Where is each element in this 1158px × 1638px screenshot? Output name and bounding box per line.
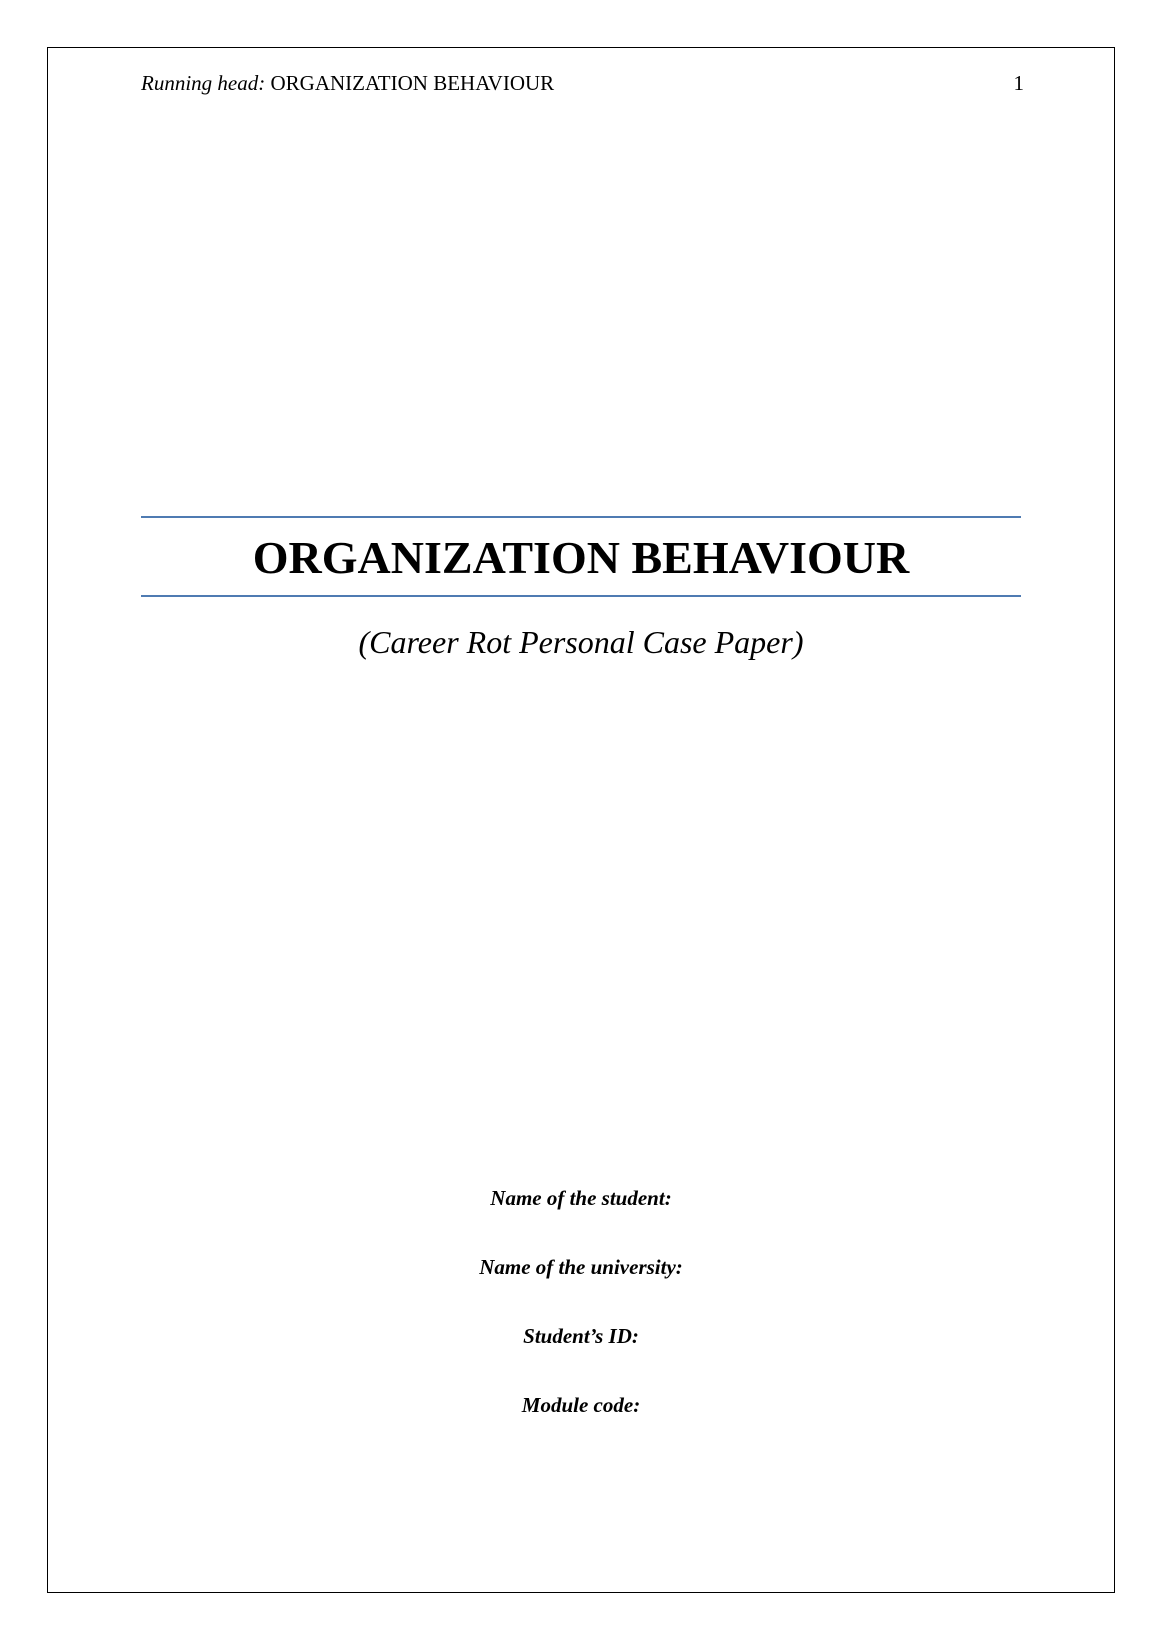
page-border xyxy=(47,47,1115,1593)
document-title: ORGANIZATION BEHAVIOUR xyxy=(252,532,910,583)
page-number: 1 xyxy=(1013,71,1024,95)
title-top-rule xyxy=(141,516,1021,518)
running-head-label: Running head: xyxy=(141,71,266,95)
title-bottom-rule xyxy=(141,595,1021,597)
student-name-label: Name of the student: xyxy=(490,1186,672,1210)
running-head xyxy=(141,70,554,96)
student-id-label: Student’s ID: xyxy=(523,1324,639,1348)
university-name-label: Name of the university: xyxy=(479,1255,683,1279)
document-subtitle: (Career Rot Personal Case Paper) xyxy=(358,624,804,660)
module-code-label: Module code: xyxy=(521,1393,641,1417)
running-head-title: ORGANIZATION BEHAVIOUR xyxy=(270,71,555,95)
